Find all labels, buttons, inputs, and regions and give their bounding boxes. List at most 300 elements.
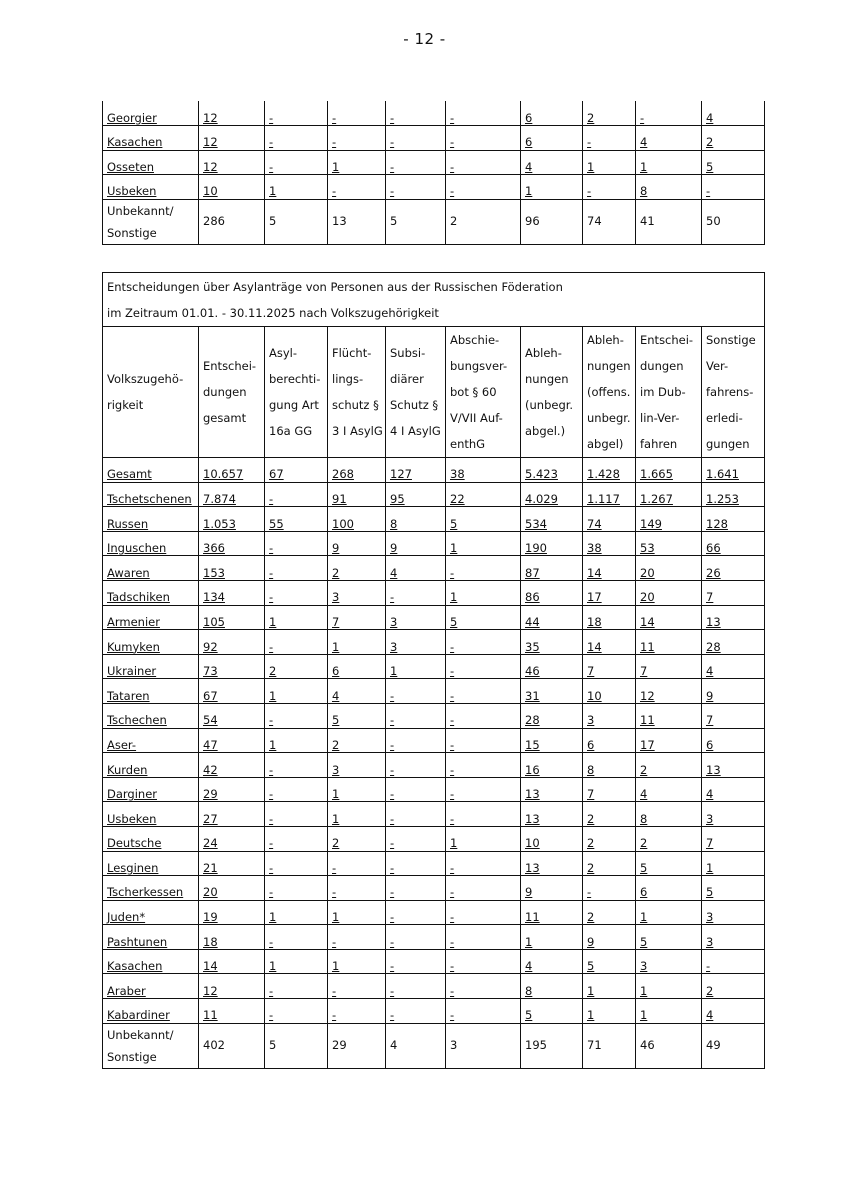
value-cell	[583, 1023, 636, 1068]
cell-value: -	[390, 860, 395, 875]
value-cell	[702, 458, 765, 483]
cell-value: 7.874	[203, 491, 236, 506]
cell-value: 1	[450, 836, 458, 851]
cell-value: 67	[203, 688, 218, 703]
table-title	[103, 273, 765, 327]
row-label: Georgier	[107, 110, 157, 125]
cell-value: -	[587, 135, 592, 150]
table-row	[103, 482, 765, 507]
value-cell	[265, 482, 328, 507]
value-cell	[386, 482, 446, 507]
cell-value: 8	[390, 516, 398, 531]
value-cell	[328, 802, 386, 827]
cell-value: 11	[640, 639, 655, 654]
row-label: Aser-	[107, 737, 137, 752]
value-cell	[265, 949, 328, 974]
cell-value: 4	[706, 787, 714, 802]
cell-value: 1	[587, 983, 595, 998]
table-row	[103, 802, 765, 827]
cell-value: -	[450, 159, 455, 174]
value-cell	[199, 556, 265, 581]
row-label: Unbekannt/ Sonstige	[107, 203, 174, 240]
cell-value: 31	[525, 688, 540, 703]
value-cell	[583, 507, 636, 532]
cell-value: 1	[525, 934, 533, 949]
value-cell	[702, 777, 765, 802]
cell-value: 11	[525, 910, 540, 925]
value-cell	[265, 925, 328, 950]
value-cell	[446, 580, 521, 605]
value-cell	[328, 199, 386, 244]
value-cell	[702, 826, 765, 851]
cell-value: 1.253	[706, 491, 739, 506]
row-label: Kasachen	[107, 959, 163, 974]
cell-value: -	[269, 590, 274, 605]
cell-value: 2	[706, 983, 714, 998]
cell-value: -	[332, 135, 337, 150]
value-cell	[583, 949, 636, 974]
cell-value: -	[706, 959, 711, 974]
value-cell	[265, 802, 328, 827]
cell-value: 4	[640, 787, 648, 802]
cell-value: -	[332, 860, 337, 875]
value-cell	[446, 851, 521, 876]
value-cell	[702, 126, 765, 151]
value-cell	[636, 900, 702, 925]
page-number: - 12 -	[403, 30, 446, 48]
cell-value: 18	[587, 614, 602, 629]
cell-value: -	[269, 491, 274, 506]
value-cell	[521, 531, 583, 556]
value-cell	[328, 777, 386, 802]
row-label: Kasachen	[107, 135, 163, 150]
value-cell	[636, 753, 702, 778]
table1-body	[103, 101, 765, 244]
cell-value: -	[450, 860, 455, 875]
value-cell	[265, 199, 328, 244]
cell-value: 12	[203, 983, 218, 998]
value-cell	[386, 199, 446, 244]
value-cell	[199, 458, 265, 483]
cell-value: -	[332, 934, 337, 949]
value-cell	[199, 703, 265, 728]
row-label-cell	[103, 851, 199, 876]
cell-value: -	[450, 811, 455, 826]
cell-value: 92	[203, 639, 218, 654]
cell-value: -	[450, 762, 455, 777]
cell-value: -	[332, 1008, 337, 1023]
cell-value: -	[332, 983, 337, 998]
cell-value: -	[269, 110, 274, 125]
cell-value: -	[390, 959, 395, 974]
cell-value: 1	[450, 590, 458, 605]
value-cell	[583, 802, 636, 827]
row-label-cell	[103, 580, 199, 605]
value-cell	[583, 753, 636, 778]
cell-value: 74	[587, 213, 602, 228]
cell-value: 268	[332, 467, 354, 482]
value-cell	[199, 728, 265, 753]
table-row	[103, 728, 765, 753]
value-cell	[636, 777, 702, 802]
cell-value: 44	[525, 614, 540, 629]
value-cell	[386, 507, 446, 532]
value-cell	[702, 580, 765, 605]
cell-value: 14	[640, 614, 655, 629]
cell-value: 20	[640, 565, 655, 580]
value-cell	[702, 999, 765, 1024]
value-cell	[636, 654, 702, 679]
value-cell	[199, 482, 265, 507]
cell-value: -	[450, 639, 455, 654]
cell-value: 1	[332, 910, 340, 925]
value-cell	[386, 531, 446, 556]
cell-value: 87	[525, 565, 540, 580]
cell-value: 7	[706, 590, 714, 605]
value-cell	[702, 900, 765, 925]
cell-value: -	[390, 135, 395, 150]
value-cell	[386, 703, 446, 728]
cell-value: 3	[706, 811, 714, 826]
cell-value: 5	[587, 959, 595, 974]
value-cell	[328, 630, 386, 655]
cell-value: 74	[587, 516, 602, 531]
cell-value: 14	[587, 639, 602, 654]
value-cell	[386, 876, 446, 901]
cell-value: -	[390, 983, 395, 998]
cell-value: -	[390, 836, 395, 851]
cell-value: 2	[332, 565, 340, 580]
cell-value: 5	[269, 1038, 277, 1053]
row-label-cell	[103, 150, 199, 175]
cell-value: -	[390, 184, 395, 199]
cell-value: 4	[640, 135, 648, 150]
cell-value: 3	[450, 1038, 458, 1053]
value-cell	[636, 925, 702, 950]
cell-value: 2	[587, 860, 595, 875]
cell-value: 9	[706, 688, 714, 703]
value-cell	[199, 175, 265, 200]
value-cell	[702, 150, 765, 175]
value-cell	[328, 925, 386, 950]
row-label: Awaren	[107, 565, 150, 580]
row-label-cell	[103, 458, 199, 483]
cell-value: 3	[390, 614, 398, 629]
row-label-cell	[103, 753, 199, 778]
cell-value: 4	[525, 159, 533, 174]
column-header: Sonstige Ver-fahrens-erledi-gungen	[702, 327, 765, 458]
cell-value: 7	[706, 836, 714, 851]
cell-value: -	[390, 762, 395, 777]
value-cell	[521, 150, 583, 175]
cell-value: 12	[640, 688, 655, 703]
value-cell	[328, 1023, 386, 1068]
cell-value: 2	[587, 811, 595, 826]
value-cell	[702, 851, 765, 876]
value-cell	[521, 199, 583, 244]
row-label: Osseten	[107, 159, 154, 174]
table-row	[103, 101, 765, 126]
row-label-cell	[103, 974, 199, 999]
table-row	[103, 580, 765, 605]
value-cell	[265, 630, 328, 655]
cell-value: 286	[203, 213, 225, 228]
value-cell	[446, 999, 521, 1024]
cell-value: -	[332, 885, 337, 900]
value-cell	[265, 150, 328, 175]
value-cell	[386, 826, 446, 851]
cell-value: 19	[203, 910, 218, 925]
ethnicity-table-continued	[102, 101, 765, 245]
value-cell	[583, 458, 636, 483]
row-label: Deutsche	[107, 836, 162, 851]
row-label: Armenier	[107, 614, 160, 629]
decisions-by-ethnicity-table	[102, 272, 765, 1069]
cell-value: -	[390, 590, 395, 605]
cell-value: 9	[390, 541, 398, 556]
cell-value: -	[450, 934, 455, 949]
value-cell	[636, 605, 702, 630]
cell-value: 1	[269, 184, 277, 199]
cell-value: 1	[332, 639, 340, 654]
cell-value: 13	[332, 213, 347, 228]
cell-value: 4	[390, 1038, 398, 1053]
cell-value: 22	[450, 491, 465, 506]
cell-value: 3	[706, 934, 714, 949]
cell-value: 21	[203, 860, 218, 875]
cell-value: 4.029	[525, 491, 558, 506]
cell-value: 2	[587, 110, 595, 125]
row-label-cell	[103, 654, 199, 679]
row-label-cell	[103, 101, 199, 126]
cell-value: -	[390, 110, 395, 125]
cell-value: -	[269, 811, 274, 826]
table-row	[103, 703, 765, 728]
table-header-row	[103, 327, 765, 458]
cell-value: -	[587, 184, 592, 199]
value-cell	[265, 974, 328, 999]
cell-value: 1.053	[203, 516, 236, 531]
row-label-cell	[103, 777, 199, 802]
value-cell	[328, 826, 386, 851]
cell-value: 53	[640, 541, 655, 556]
cell-value: 8	[640, 811, 648, 826]
cell-value: 1	[332, 787, 340, 802]
cell-value: 1	[269, 737, 277, 752]
value-cell	[446, 679, 521, 704]
value-cell	[446, 826, 521, 851]
table-row	[103, 876, 765, 901]
value-cell	[328, 150, 386, 175]
cell-value: 27	[203, 811, 218, 826]
value-cell	[265, 900, 328, 925]
cell-value: 28	[525, 713, 540, 728]
cell-value: -	[390, 1008, 395, 1023]
cell-value: -	[450, 983, 455, 998]
value-cell	[702, 654, 765, 679]
cell-value: -	[269, 860, 274, 875]
value-cell	[521, 851, 583, 876]
cell-value: 195	[525, 1038, 547, 1053]
row-label-cell	[103, 507, 199, 532]
cell-value: -	[450, 110, 455, 125]
row-label-cell	[103, 556, 199, 581]
value-cell	[702, 175, 765, 200]
cell-value: -	[450, 688, 455, 703]
value-cell	[446, 507, 521, 532]
value-cell	[521, 458, 583, 483]
row-label-cell	[103, 126, 199, 151]
row-label: Tataren	[107, 688, 150, 703]
cell-value: 5	[390, 213, 398, 228]
value-cell	[386, 900, 446, 925]
value-cell	[199, 507, 265, 532]
value-cell	[702, 949, 765, 974]
column-header: Flücht-lings-schutz § 3 I AsylG	[328, 327, 386, 458]
value-cell	[328, 974, 386, 999]
cell-value: -	[450, 1008, 455, 1023]
value-cell	[583, 826, 636, 851]
row-label: Juden*	[107, 910, 146, 925]
cell-value: 2	[587, 836, 595, 851]
cell-value: -	[706, 184, 711, 199]
value-cell	[265, 876, 328, 901]
cell-value: 95	[390, 491, 405, 506]
value-cell	[446, 199, 521, 244]
value-cell	[521, 507, 583, 532]
cell-value: 38	[587, 541, 602, 556]
value-cell	[328, 999, 386, 1024]
cell-value: -	[269, 135, 274, 150]
value-cell	[446, 654, 521, 679]
table2-body	[103, 273, 765, 1069]
value-cell	[702, 703, 765, 728]
cell-value: 6	[640, 885, 648, 900]
cell-value: 9	[332, 541, 340, 556]
cell-value: -	[450, 959, 455, 974]
cell-value: 4	[390, 565, 398, 580]
value-cell	[199, 753, 265, 778]
cell-value: -	[450, 664, 455, 679]
value-cell	[521, 556, 583, 581]
cell-value: 1	[332, 811, 340, 826]
cell-value: -	[269, 713, 274, 728]
value-cell	[583, 482, 636, 507]
row-label: Usbeken	[107, 811, 157, 826]
cell-value: 7	[587, 787, 595, 802]
value-cell	[702, 531, 765, 556]
value-cell	[521, 753, 583, 778]
row-label: Kabardiner	[107, 1008, 170, 1023]
cell-value: -	[332, 110, 337, 125]
cell-value: -	[269, 1008, 274, 1023]
cell-value: 8	[640, 184, 648, 199]
cell-value: 12	[203, 159, 218, 174]
value-cell	[446, 482, 521, 507]
column-header: Ableh-nungen (offens. unbegr. abgel)	[583, 327, 636, 458]
table-row	[103, 175, 765, 200]
cell-value: 3	[587, 713, 595, 728]
value-cell	[702, 556, 765, 581]
value-cell	[702, 199, 765, 244]
row-label-cell	[103, 802, 199, 827]
cell-value: 6	[525, 135, 533, 150]
row-label-cell	[103, 949, 199, 974]
cell-value: 1	[450, 541, 458, 556]
cell-value: 2	[706, 135, 714, 150]
value-cell	[199, 802, 265, 827]
value-cell	[702, 507, 765, 532]
value-cell	[636, 175, 702, 200]
value-cell	[583, 199, 636, 244]
cell-value: 1.428	[587, 467, 620, 482]
cell-value: 5	[269, 213, 277, 228]
row-label: Tschechen	[107, 713, 167, 728]
row-label-cell	[103, 605, 199, 630]
value-cell	[328, 753, 386, 778]
value-cell	[265, 458, 328, 483]
cell-value: 105	[203, 614, 225, 629]
table-row	[103, 150, 765, 175]
value-cell	[702, 679, 765, 704]
cell-value: 46	[525, 664, 540, 679]
value-cell	[265, 753, 328, 778]
column-header: Entschei-dungen gesamt	[199, 327, 265, 458]
value-cell	[199, 999, 265, 1024]
cell-value: 5.423	[525, 467, 558, 482]
value-cell	[521, 580, 583, 605]
cell-value: -	[450, 737, 455, 752]
cell-value: 13	[706, 614, 721, 629]
table-row	[103, 999, 765, 1024]
row-label: Ukrainer	[107, 664, 157, 679]
value-cell	[328, 531, 386, 556]
table-row	[103, 925, 765, 950]
value-cell	[199, 876, 265, 901]
value-cell	[702, 876, 765, 901]
cell-value: 100	[332, 516, 354, 531]
column-header: Ableh-nungen (unbegr. abgel.)	[521, 327, 583, 458]
value-cell	[636, 802, 702, 827]
value-cell	[199, 851, 265, 876]
cell-value: 10	[203, 184, 218, 199]
cell-value: 13	[706, 762, 721, 777]
value-cell	[636, 630, 702, 655]
value-cell	[386, 126, 446, 151]
cell-value: 4	[706, 110, 714, 125]
value-cell	[386, 851, 446, 876]
value-cell	[521, 703, 583, 728]
value-cell	[328, 900, 386, 925]
cell-value: 6	[706, 737, 714, 752]
value-cell	[636, 482, 702, 507]
row-label-cell	[103, 876, 199, 901]
value-cell	[265, 826, 328, 851]
value-cell	[328, 876, 386, 901]
value-cell	[636, 999, 702, 1024]
table-row	[103, 531, 765, 556]
value-cell	[583, 150, 636, 175]
cell-value: 10.657	[203, 467, 244, 482]
cell-value: 66	[706, 541, 721, 556]
cell-value: 5	[706, 159, 714, 174]
column-header: Abschie-bungsver-bot § 60 V/VII Auf-enthG	[446, 327, 521, 458]
value-cell	[446, 630, 521, 655]
cell-value: 5	[450, 614, 458, 629]
row-label-cell	[103, 999, 199, 1024]
cell-value: 3	[332, 590, 340, 605]
cell-value: 7	[332, 614, 340, 629]
